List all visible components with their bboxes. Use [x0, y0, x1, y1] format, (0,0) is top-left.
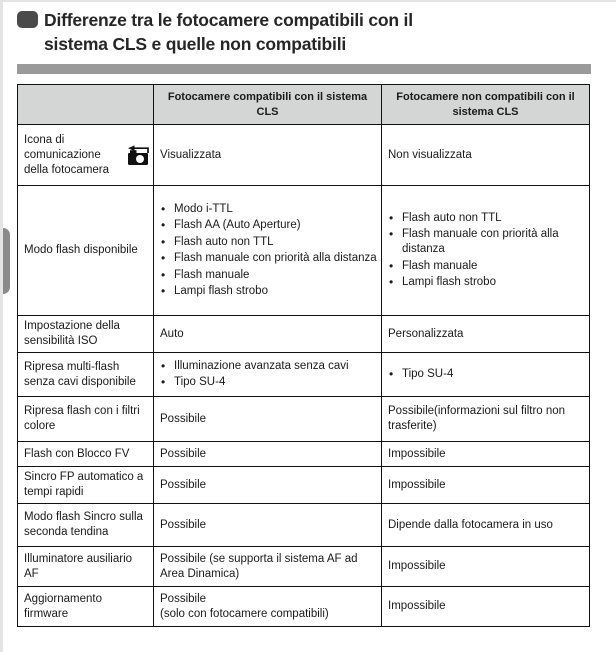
compatible-cell: Possibile [154, 397, 382, 442]
row-label-cell: Flash con Blocco FV [18, 442, 154, 467]
row-label-cell: Ripresa multi-flash senza cavi disponibile [18, 353, 154, 397]
list-item: • Illuminazione avanzata senza cavi [160, 359, 377, 374]
compatible-multiflash-list [160, 359, 377, 391]
page-title-line1: Differenze tra le fotocamere compatibili con il [44, 10, 413, 30]
list-item: • Modo i-TTL [160, 202, 377, 217]
list-item: • Flash manuale con priorità alla distanza [160, 251, 377, 266]
table-row [18, 587, 590, 627]
cls-comparison-table [17, 84, 590, 627]
table-row [18, 467, 590, 504]
compatible-cell: Visualizzata [154, 125, 382, 186]
table-row [18, 316, 590, 353]
incompatible-cell: Dipende dalla fotocamera in uso [382, 504, 590, 547]
row-label-cell: Illuminatore ausiliario AF [18, 547, 154, 587]
row-label-cell: Modo flash disponibile [18, 186, 154, 316]
table-row [18, 547, 590, 587]
list-item: • Tipo SU-4 [388, 367, 585, 382]
table-row [18, 442, 590, 467]
compatible-flash-modes-list [160, 202, 377, 300]
list-item: • Flash auto non TTL [388, 211, 585, 226]
compatible-cell: Possibile [154, 504, 382, 547]
row-label-cell: Modo flash Sincro sulla seconda tendina [18, 504, 154, 547]
row-label-cell [18, 125, 154, 186]
incompatible-cell: Impossibile [382, 467, 590, 504]
list-item: • Tipo SU-4 [160, 375, 377, 390]
row-label-cell: Ripresa flash con i filtri colore [18, 397, 154, 442]
compatible-cell [154, 353, 382, 397]
incompatible-cell: Impossibile [382, 442, 590, 467]
compatible-cell: Possibile [154, 467, 382, 504]
list-item: • Flash manuale con priorità alla distanza [388, 227, 585, 257]
list-item: • Flash AA (Auto Aperture) [160, 218, 377, 233]
incompatible-cell: Personalizzata [382, 316, 590, 353]
compatible-cell-line2: (solo con fotocamere compatibili) [160, 607, 329, 620]
compatible-cell-line1: Possibile [160, 592, 207, 605]
page-title-line2: sistema CLS e quelle non compatibili [44, 34, 347, 54]
compatible-cell [154, 186, 382, 316]
page-title [44, 8, 597, 56]
table-row [18, 125, 590, 186]
compatible-cell [154, 587, 382, 627]
incompatible-flash-modes-list [388, 211, 585, 291]
list-item: • Flash manuale [160, 268, 377, 283]
incompatible-multiflash-list [388, 367, 585, 382]
list-item: • Lampi flash strobo [388, 275, 585, 290]
compatible-cell: Possibile [154, 442, 382, 467]
table-row [18, 186, 590, 316]
camera-communication-icon [127, 145, 149, 166]
incompatible-cell: Non visualizzata [382, 125, 590, 186]
incompatible-cell [382, 186, 590, 316]
list-item: • Flash manuale [388, 259, 585, 274]
compatible-cell: Possibile (se supporta il sistema AF ad Area Dinamica) [154, 547, 382, 587]
section-header [17, 8, 597, 56]
incompatible-cell: Impossibile [382, 547, 590, 587]
row-label-cell: Sincro FP automatico a tempi rapidi [18, 467, 154, 504]
table-header-row [18, 85, 590, 125]
incompatible-cell: Possibile(informazioni sul filtro non trasferite) [382, 397, 590, 442]
compatible-cell: Auto [154, 316, 382, 353]
table-row [18, 353, 590, 397]
page-edge-tab [3, 228, 10, 294]
row-label: Icona di comunicazione della fotocamera [24, 133, 110, 176]
row-label-cell: Aggiornamento firmware [18, 587, 154, 627]
table-row [18, 504, 590, 547]
incompatible-cell: Impossibile [382, 587, 590, 627]
table-row [18, 397, 590, 442]
incompatible-cell [382, 353, 590, 397]
table-header-compatible: Fotocamere compatibili con il sistema CLS [154, 85, 382, 125]
list-item: • Lampi flash strobo [160, 284, 377, 299]
list-item: • Flash auto non TTL [160, 235, 377, 250]
section-bullet-icon [17, 11, 38, 28]
table-header-incompatible: Fotocamere non compatibili con il sistema CLS [382, 85, 590, 125]
section-divider-bar [17, 64, 591, 74]
row-label-cell: Impostazione della sensibilità ISO [18, 316, 154, 353]
table-header-empty [18, 85, 154, 125]
